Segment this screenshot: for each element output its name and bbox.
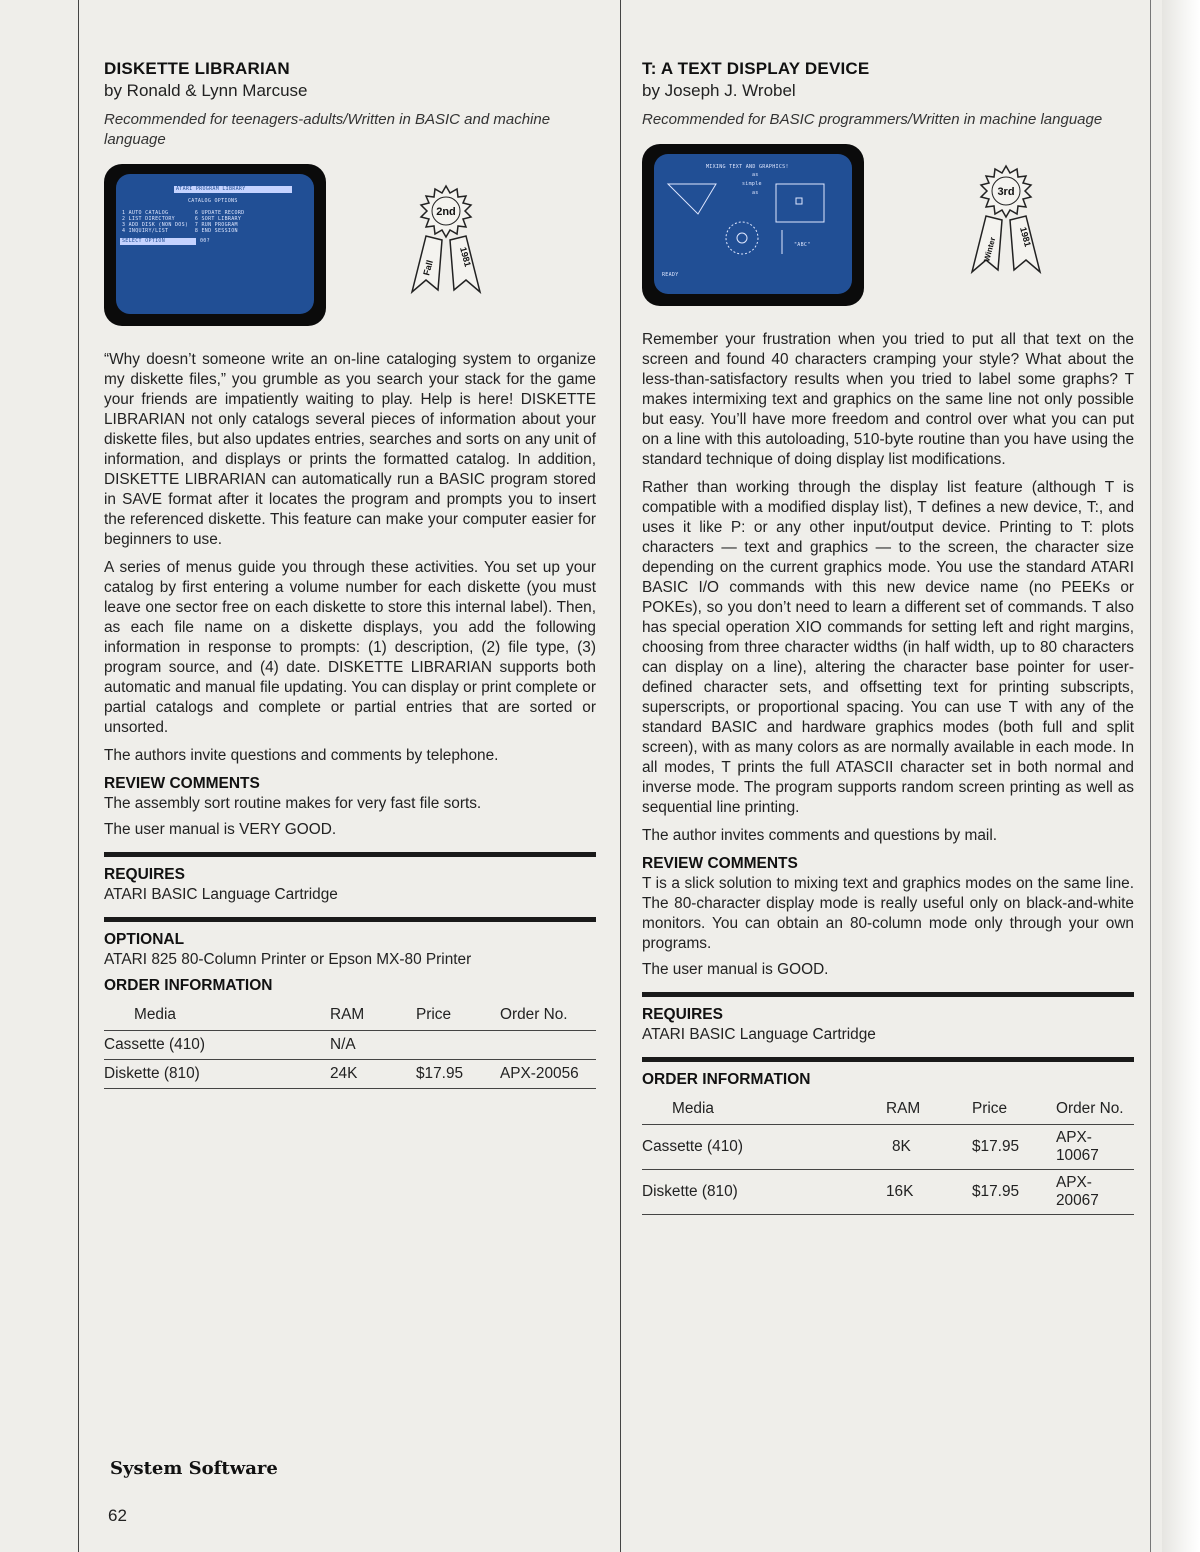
article-byline: by Ronald & Lynn Marcuse <box>104 81 308 100</box>
screen-text: simple <box>742 181 762 187</box>
ribbon-year: 1981 <box>1018 225 1033 248</box>
cell-media: Diskette (810) <box>642 1170 868 1215</box>
cell-order-no: APX-10067 <box>1056 1125 1134 1170</box>
screenshot-row <box>104 164 596 334</box>
cell-media: Diskette (810) <box>104 1060 330 1089</box>
recommended-note: Recommended for teenagers-adults/Written in BASIC and machine language <box>104 111 551 148</box>
left-margin-line <box>78 0 79 1552</box>
col-media: Media <box>104 1000 330 1031</box>
cell-price: $17.95 <box>972 1170 1056 1215</box>
body-paragraph: The author invites comments and questions by mail. <box>642 827 998 844</box>
body-paragraph: Remember your frustration when you tried to put all that text on the screen and found 40 characters cramping your style? What about the less-than-satisfactory results when you tried to label some graphs? T makes intermixing text and graphics on the same line not only possible but easy. You’ll have more freedom and control over what you can put on a line with this autoloading, 510-byte routine than you have using the standard technique of doing display list modifications. <box>642 331 1134 468</box>
cell-order-no: APX-20067 <box>1056 1170 1134 1215</box>
requires-heading: REQUIRES <box>104 866 185 883</box>
screen-prompt: SELECT OPTION <box>122 238 166 244</box>
order-table <box>104 1000 596 1089</box>
screen-line: 1 AUTO CATALOG 6 UPDATE RECORD <box>122 210 245 216</box>
table-row <box>642 1170 1134 1215</box>
cell-price: $17.95 <box>416 1060 500 1089</box>
monitor-screenshot <box>642 144 864 306</box>
right-article <box>642 58 1134 1215</box>
section-rule <box>642 1057 1134 1062</box>
section-rule <box>104 852 596 857</box>
screen-text: as <box>752 172 759 178</box>
body-paragraph: Rather than working through the display list feature (although T is compatible with a modified display list), T defines a new device, T:, and uses it like P: or any other input/output device. Printing to T: plots characters — text and graphics — to the screen, the character size depending on the current graphics mode. You use the standard ATARI BASIC I/O commands with this new device name (no PEEKs or POKEs), so you don’t need to learn a different set of commands. T also has special operation XIO commands for setting left and right margins, choosing from three character widths (in half width, up to 80 characters can display on a line), altering the character base pointer for user-defined character sets, and offsetting text for printing subscripts, superscripts, or proportional spacing. You can use T with any of the standard BASIC and hardware graphics modes (both full and split screen), with as many colors as are normally available in each mode. In all modes, T prints the full ATASCII character set in both normal and inverse mode. The program supports random screen printing as well as sequential line printing. <box>642 479 1134 816</box>
monitor-screenshot <box>104 164 326 326</box>
award-ribbon-icon <box>964 164 1048 274</box>
article-byline: by Joseph J. Wrobel <box>642 81 796 100</box>
body-paragraph: A series of menus guide you through these activities. You set up your catalog by first entering a volume number for each diskette (you must leave one sector free on each diskette to store this internal label). Then, as each file name on a diskette displays, you add the following information in response to prompts: (1) description, (2) file type, (3) program source, and (4) date. DISKETTE LIBRARIAN supports both automatic and manual file updating. You can display or print complete or partial catalogs and complete or partial entries that are sorted or unsorted. <box>104 559 596 736</box>
order-table <box>642 1094 1134 1215</box>
ribbon-place: 3rd <box>997 186 1015 198</box>
page-number: 62 <box>108 1506 127 1525</box>
ribbon-year: 1981 <box>458 245 473 268</box>
section-name: System Software <box>110 1458 278 1479</box>
right-margin-line <box>1150 0 1151 1552</box>
cell-ram: N/A <box>330 1031 416 1060</box>
ribbon-season: Fall <box>421 258 435 277</box>
cell-media: Cassette (410) <box>642 1125 868 1170</box>
cell-price: $17.95 <box>972 1125 1056 1170</box>
table-row <box>104 1060 596 1089</box>
review-heading: REVIEW COMMENTS <box>104 775 260 792</box>
screen-line: 2 LIST DIRECTORY 6 SORT LIBRARY <box>122 216 242 222</box>
requires-heading: REQUIRES <box>642 1006 723 1023</box>
requires-text: ATARI BASIC Language Cartridge <box>642 1026 876 1043</box>
screenshot-row <box>642 144 1134 314</box>
table-row <box>104 1031 596 1060</box>
review-text: The user manual is VERY GOOD. <box>104 821 337 838</box>
cell-ram: 8K <box>868 1125 972 1170</box>
cell-order-no <box>500 1031 596 1060</box>
section-rule <box>104 917 596 922</box>
order-heading: ORDER INFORMATION <box>104 977 273 994</box>
order-heading: ORDER INFORMATION <box>642 1071 811 1088</box>
monitor-screen <box>654 154 852 294</box>
screen-header: MIXING TEXT AND GRAPHICS! <box>706 164 789 170</box>
col-media: Media <box>642 1094 868 1125</box>
screen-text: as <box>752 190 759 196</box>
article-body <box>104 350 596 766</box>
monitor-screen <box>116 174 314 314</box>
col-price: Price <box>972 1094 1056 1125</box>
article-body <box>642 330 1134 846</box>
review-heading: REVIEW COMMENTS <box>642 855 798 872</box>
award-ribbon-icon <box>404 184 488 294</box>
screen-line: 3 ADD DISK (NON DOS) 7 RUN PROGRAM <box>122 222 238 228</box>
center-divider-line <box>620 0 621 1552</box>
table-header-row <box>104 1000 596 1031</box>
screen-graphics <box>654 154 852 294</box>
review-text: The user manual is GOOD. <box>642 961 829 978</box>
col-order-no: Order No. <box>500 1000 596 1031</box>
cell-order-no: APX-20056 <box>500 1060 596 1089</box>
requires-text: ATARI BASIC Language Cartridge <box>104 886 338 903</box>
col-ram: RAM <box>330 1000 416 1031</box>
optional-text: ATARI 825 80-Column Printer or Epson MX-80 Printer <box>104 951 472 968</box>
section-rule <box>642 992 1134 997</box>
cell-media: Cassette (410) <box>104 1031 330 1060</box>
ribbon-place: 2nd <box>436 206 456 218</box>
col-order-no: Order No. <box>1056 1094 1134 1125</box>
cell-ram: 24K <box>330 1060 416 1089</box>
review-text: T is a slick solution to mixing text and graphics modes on the same line. The 80-character display mode is really useful only on black-and-white monitors. You can obtain an 80-column mode only through your own programs. <box>642 875 1134 952</box>
article-title: T: A TEXT DISPLAY DEVICE <box>642 59 870 78</box>
screen-prompt-value: 00? <box>200 238 210 244</box>
cell-ram: 16K <box>868 1170 972 1215</box>
optional-heading: OPTIONAL <box>104 931 185 948</box>
col-ram: RAM <box>868 1094 972 1125</box>
table-header-row <box>642 1094 1134 1125</box>
review-text: The assembly sort routine makes for very fast file sorts. <box>104 795 482 812</box>
article-title: DISKETTE LIBRARIAN <box>104 59 290 78</box>
left-article <box>104 58 596 1089</box>
screen-header: ATARI PROGRAM LIBRARY <box>176 186 246 192</box>
table-row <box>642 1125 1134 1170</box>
recommended-note: Recommended for BASIC programmers/Written in machine language <box>642 111 1103 128</box>
ribbon-season: Winter <box>982 236 998 263</box>
screen-line: 4 INQUIRY/LIST 8 END SESSION <box>122 228 238 234</box>
screen-prompt: READY <box>662 272 679 278</box>
screen-subheader: CATALOG OPTIONS <box>188 198 238 204</box>
cell-price <box>416 1031 500 1060</box>
page-edge <box>1162 0 1200 1552</box>
body-paragraph: The authors invite questions and comments by telephone. <box>104 747 499 764</box>
body-paragraph: “Why doesn’t someone write an on-line cataloging system to organize my diskette files,” you grumble as you search your stack for the game your friends are impatiently waiting to play. Help is here! DISKETTE LIBRARIAN not only catalogs several pieces of information about your diskette files, but also updates entries, searches and sorts on any unit of information, and displays or prints the formatted catalog. In addition, DISKETTE LIBRARIAN can automatically run a BASIC program stored in SAVE format after it locates the program and prompts you to insert the referenced diskette. This feature can make your computer easier for beginners to use. <box>104 351 596 548</box>
col-price: Price <box>416 1000 500 1031</box>
screen-text: "ABC" <box>794 242 811 248</box>
